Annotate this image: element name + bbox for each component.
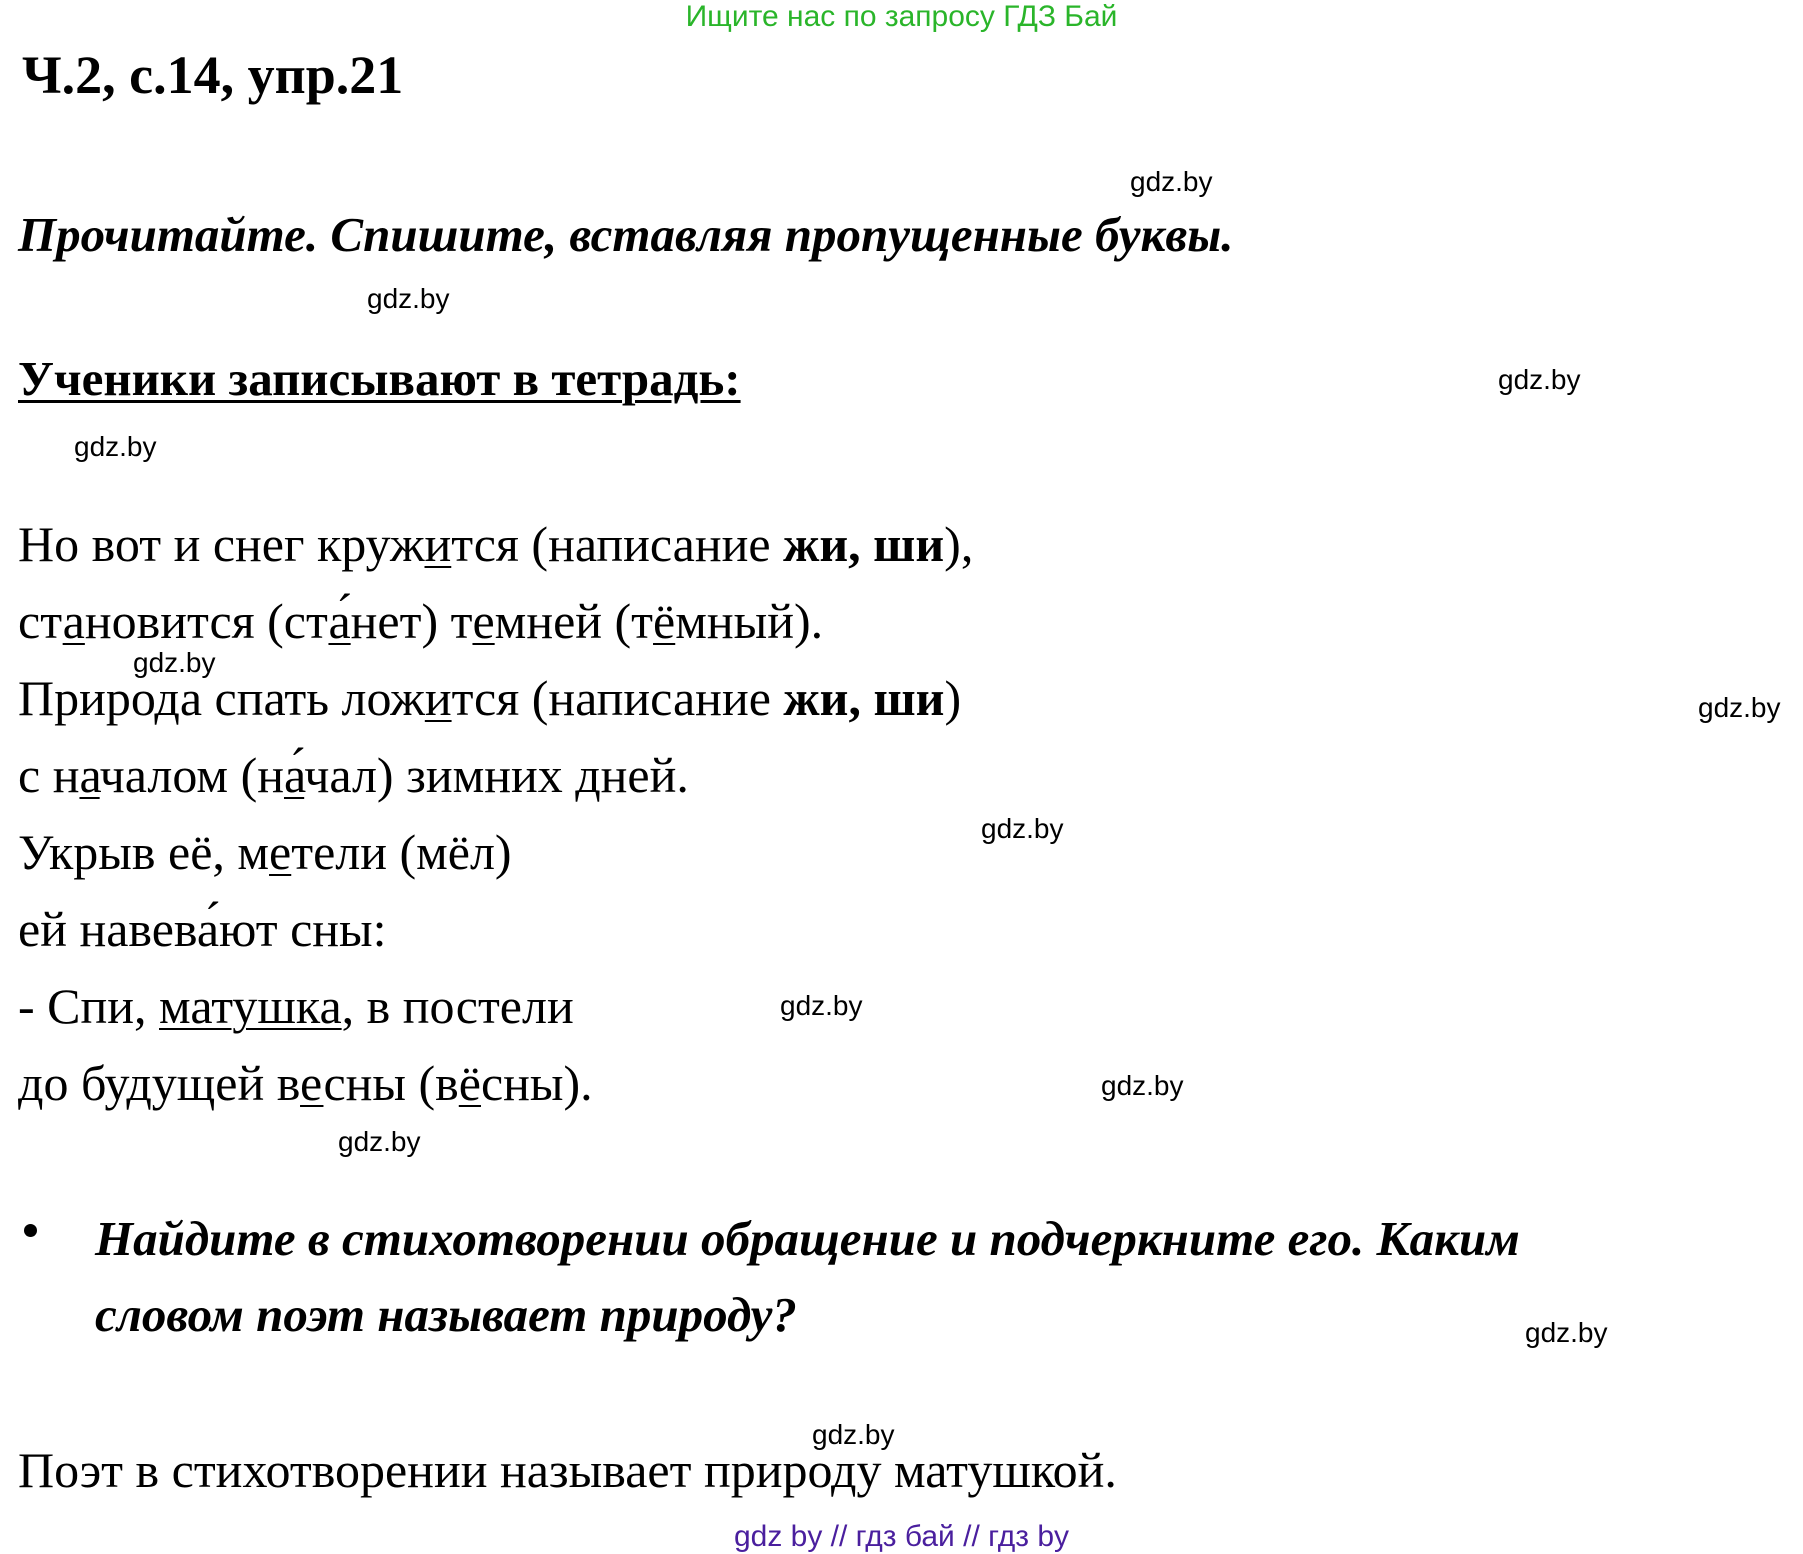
section-heading: Ученики записывают в тетрадь:: [18, 351, 741, 406]
poem-line-8: до будущей весны (вёсны).: [18, 1055, 593, 1111]
page-title: Ч.2, с.14, упр.21: [22, 45, 404, 105]
watermark: gdz.by: [74, 431, 157, 462]
poem-line-6: ей навева́ют сны:: [18, 901, 387, 957]
poem-line-7: - Спи, матушка, в постели: [18, 978, 574, 1034]
watermark: gdz.by: [1498, 364, 1581, 395]
watermark: gdz.by: [1525, 1317, 1608, 1348]
bullet-icon: [24, 1224, 37, 1237]
watermark: gdz.by: [338, 1126, 421, 1157]
top-search-note: Ищите нас по запросу ГДЗ Бай: [685, 0, 1118, 33]
poem-line-5: Укрыв её, метели (мёл): [18, 824, 512, 880]
watermark: gdz.by: [812, 1419, 895, 1450]
watermark: gdz.by: [780, 990, 863, 1021]
question-line-1: Найдите в стихотворении обращение и подчеркните его. Каким: [95, 1211, 1520, 1266]
poem-line-4: с началом (на́чал) зимних дней.: [18, 747, 689, 803]
watermark: gdz.by: [1130, 166, 1213, 197]
question-line-2: словом поэт называет природу?: [95, 1287, 797, 1342]
watermark: gdz.by: [1101, 1070, 1184, 1101]
watermark: gdz.by: [981, 813, 1064, 844]
poem-line-2: становится (ста́нет) темней (тёмный).: [18, 593, 824, 649]
watermark: gdz.by: [367, 283, 450, 314]
task-instruction: Прочитайте. Спишите, вставляя пропущенные буквы.: [18, 207, 1234, 262]
address-underlined: матушка: [159, 978, 342, 1034]
poem-line-1: Но вот и снег кружится (написание жи, ши),: [18, 516, 974, 572]
watermark: gdz.by: [133, 647, 216, 678]
footer-note: gdz by // гдз бай // гдз by: [733, 1520, 1070, 1553]
watermark: gdz.by: [1698, 692, 1781, 723]
poem-line-3: Природа спать ложится (написание жи, ши): [18, 670, 962, 726]
answer-text: Поэт в стихотворении называет природу матушкой.: [18, 1442, 1117, 1498]
